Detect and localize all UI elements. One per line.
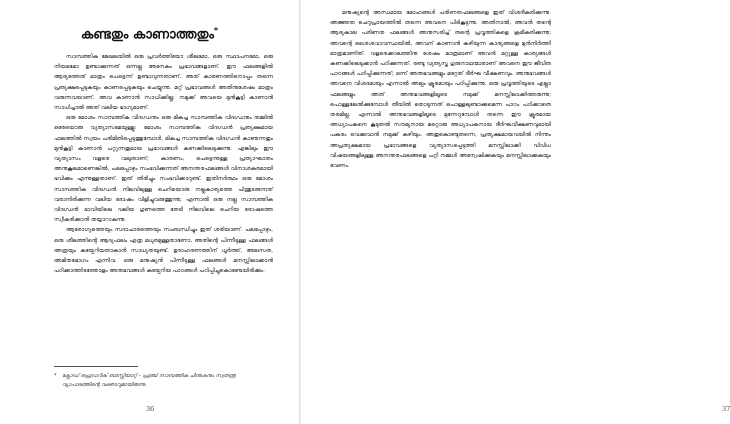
right-page [301,0,730,424]
left-page-body [54,52,273,276]
paragraph: മനുഷ്യന്റെ അന്ധമായ മോഹങ്ങൾ പരിണതഫലങ്ങളെ ഇത് വിശദീകരിക്കുന്നു. അജ്ഞത ചെറുപ്രായത്തിൽ തന്നെ അവനെ പിടികൂടുന്നു. അതിനാൽ, അവൻ തന്റെ ആദ്യകാല പരിണത ഫലങ്ങൾ അനുസരിച്ച് തന്റെ പ്രവൃത്തികളെ ക്രമീകരിക്കുന്നു; അവന്റെ ശൈശവാവസ്ഥയിൽ, അവന് കാണാൻ കഴിയുന്ന കാര്യങ്ങളെ മുൻനിർത്തി മാത്രമാണിത്. വളരെക്കാലത്തിനു ശേഷം മാത്രമാണ് അവൻ മറ്റുള്ള കാര്യങ്ങൾ കണക്കിലെടുക്കാൻ പഠിക്കുന്നത്. രണ്ടു വ്യത്യസ്ത ഗുരുനാഥന്മാരാണ് അവനെ ഈ ജീവിത പാഠങ്ങൾ പഠിപ്പിക്കുന്നത്; ഒന്ന് അനുഭവങ്ങളും മറ്റേത് ദീർഘ വീക്ഷണവും. അനുഭവങ്ങൾ അവനെ വിശദമായും എന്നാൽ അല്പം ക്രൂരമായും പഠിപ്പിക്കുന്നു. ഒരു പ്രവൃത്തിയുടെ എല്ലാ ഫലങ്ങളും അത് അനുഭവങ്ങളിലൂടെ നമുക്ക് മനസ്സിലാക്കിത്തരുന്നു; പൊള്ളലേൽക്കുമ്പോൾ തീയിൽ തൊടുന്നത് പൊള്ളലുണ്ടാക്കുമെന്ന പാഠം പഠിക്കാതെ തരമില്ല. എന്നാൽ അനുഭവങ്ങളിലൂടെ മുന്നേറുമ്പോൾ തന്നെ ഈ ക്രൂരമായ അധ്യാപകനെ കൂടുതൽ സൗമ്യനായ മറ്റൊരു അധ്യാപകനായ ദീർഘവീക്ഷണവുമായി പകരം വെക്കുവാൻ നമുക്ക് കഴിയും. അതുകൊണ്ടുതന്നെ, പ്രത്യക്ഷമായവയിൽ നിന്നും അപ്രത്യക്ഷമായ പ്രഭാവങ്ങളെ വ്യത്യാസപ്പെടുത്തി മനസ്സിലാക്കി വിവിധ വിഷയങ്ങളിലുള്ള അനന്തരഫലങ്ങളെ പറ്റി നമ്മൾ അന്വേഷിക്കുകയും മനസ്സിലാക്കുകയും വേണം. [330,10,551,170]
chapter-title [30,26,269,42]
paragraph: സാമ്പത്തിക മേഖലയിൽ ഒരു പ്രവർത്തിയോ ശീലമോ, ഒരു സ്ഥാപനമോ, ഒരു നിയമമോ ഉണ്ടാക്കുന്നത് ഒന്നല്ല അനേകം പ്രഭാവങ്ങളാണ്. ഈ ഫലങ്ങളിൽ ആദ്യത്തേത് മാത്രം പെട്ടെന്ന് ഉണ്ടാവുന്നതാണ്. അത് കാരണത്തിനൊപ്പം തന്നെ പ്രത്യക്ഷപ്പെടുകയും കാണപ്പെടുകയും ചെയ്യുന്നു. മറ്റ് പ്രഭാവങ്ങൾ അതിനുശേഷം മാത്രം വരുന്നവയാണ്. അവ കാണാൻ സാധിക്കില്ല; നമുക്ക് അവയെ മുൻകൂട്ടി കാണാൻ സാധിച്ചാൽ അത് വലിയ ഭാഗ്യമാണ്. [54,54,273,112]
paragraph: ആരോഗ്യത്തെയും സദാചാരത്തെയും സംബന്ധിച്ചും ഇത് ശരിയാണ്. പലപ്പോഴും, ഒരു ശീലത്തിന്റെ ആദ്യഫലം എത്ര മധുരമുള്ളതാണോ, അതിന്റെ പിന്നീടുള്ള ഫലങ്ങൾ അത്രയും കയ്പേറിയതാകാൻ സാധ്യതയുണ്ട്. ഉദാഹരണത്തിന് ധൂർത്ത്, അലസത, അമിതഭോഗം എന്നിവ. ഒരു മനുഷ്യൻ പിന്നീടുള്ള ഫലങ്ങൾ മനസ്സിലാക്കാൻ പഠിക്കാത്തിടത്തോളം അനുഭവങ്ങൾ കയ്പേറിയ പാഠങ്ങൾ പഠിപ്പിച്ചുകൊണ്ടേയിരിക്കും. [54,227,273,275]
right-page-body [330,8,551,171]
footnote-text: ക്ലോഡ് ഫ്രെഡറിക് ബാസ്റ്റിയാറ്റ് – ഫ്രഞ്ച് സാമ്പത്തിക ചിന്തകനും സ്വതന്ത്ര വ്യാപാരത്തിന്റെ വക്താവുമായിരുന്നു. [62,373,236,388]
chapter-title-text: കണ്ടതും കാണാത്തതും [80,27,214,43]
left-page [0,0,299,424]
title-footnote-mark: * [213,26,219,35]
footnote [54,372,270,389]
page-number-left: 36 [146,405,155,413]
page-number-right: 37 [722,405,730,413]
footnote-divider [54,366,138,367]
footnote-mark: * [54,373,57,379]
paragraph: ഒരു മോശം സാമ്പത്തിക വിദഗ്ധനും ഒരു മികച്ച സാമ്പത്തിക വിദഗ്ധനും തമ്മിൽ ഒരേയൊരു വ്യത്യാസമേയുള്ളൂ: മോശം സാമ്പത്തിക വിദഗ്ധൻ പ്രത്യക്ഷമായ ഫലത്തിൽ സ്വയം പരിമിതിപ്പെടുത്തുമ്പോൾ, മികച്ച സാമ്പത്തിക വിദഗ്ധൻ കാണുന്നതും മുൻകൂട്ടി കാണാൻ പറ്റുന്നതുമായ പ്രഭാവങ്ങൾ കണക്കിലെടുക്കുന്നു. എങ്കിലും ഈ വ്യത്യാസം വളരെ വലുതാണ്; കാരണം, പെട്ടെന്നുള്ള പ്രത്യാഘാതം അനുകൂലമാണെങ്കിൽ, പലപ്പോഴും സംഭവിക്കുന്നത് അനന്തരഫലങ്ങൾ വിനാശകരമായി ഭവിക്കും എന്നുള്ളതാണ്. ഇത് തിരിച്ചും സംഭവിക്കാറുണ്ട്. ഇതിനർത്ഥം ഒരു മോശം സാമ്പത്തിക വിദഗ്ധൻ നിലവിലുള്ള ചെറിയൊരു നല്ലകാര്യത്തെ പിന്തുടരുന്നത് വരാനിരിക്കുന്ന വലിയ ദോഷം വിളിച്ചുവരുത്തുന്നു; എന്നാൽ ഒരു നല്ല സാമ്പത്തിക വിദഗ്ധൻ ഭാവിയിലെ വലിയ ഗുണത്തെ തേടി നിലവിലെ ചെറിയ ദോഷത്തെ സ്വീകരിക്കാൻ തയ്യാറാകുന്നു. [54,115,273,224]
